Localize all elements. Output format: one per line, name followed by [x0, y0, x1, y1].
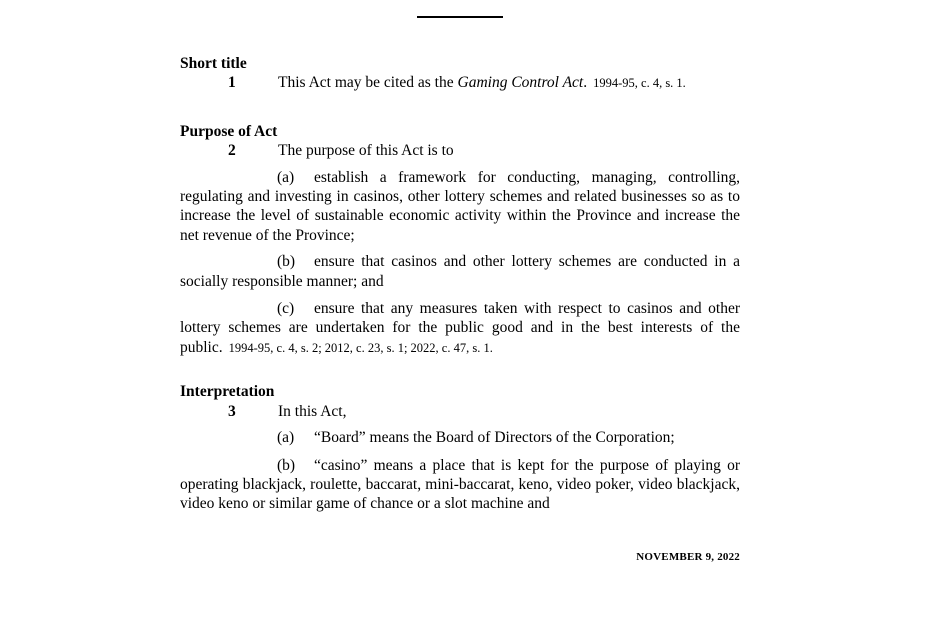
section-2-number: 2: [228, 142, 236, 160]
clause-2c-text: ensure that any measures taken with respect to casinos and other lottery schemes are undertaken for the public good and in the best interests of the public.: [180, 300, 740, 356]
clause-2b-text: ensure that casinos and other lottery schemes are conducted in a socially responsible manner; and: [180, 253, 740, 290]
clause-2b-label: (b): [277, 253, 296, 271]
clause-2c-label: (c): [277, 300, 295, 318]
clause-3b: [180, 456, 740, 514]
section-1-number: 1: [228, 74, 236, 92]
clause-3a-label: (a): [277, 429, 295, 447]
section-1-text-suffix: .: [583, 74, 588, 92]
section-1-text: This Act may be cited as the: [278, 74, 458, 92]
footer-date: NOVEMBER 9, 2022: [636, 551, 740, 563]
section-3-number: 3: [228, 402, 236, 420]
section-heading-short-title: Short title: [180, 55, 247, 72]
clause-2c: [180, 299, 740, 358]
clause-2a-label: (a): [277, 168, 295, 186]
section-divider-rule: [417, 16, 503, 18]
section-3-line: [180, 402, 740, 421]
section-2-text: The purpose of this Act is to: [278, 142, 454, 160]
section-2-citation: 1994-95, c. 4, s. 2; 2012, c. 23, s. 1; 2022, c. 47, s. 1.: [228, 340, 493, 355]
clause-3b-text: “casino” means a place that is kept for the purpose of playing or operating blackjack, roulette, baccarat, mini-baccarat, keno, video poker, video blackjack, video keno or similar game of chance or a slot machine and: [180, 456, 740, 513]
clause-2a: [180, 168, 740, 246]
clause-2b: [180, 252, 740, 291]
clause-2a-text: establish a framework for conducting, managing, controlling, regulating and investing in casinos, other lottery schemes and related businesses so as to increase the level of sustainable economic activity within the Province and increase the net revenue of the Province;: [180, 168, 740, 244]
section-2-line: [180, 141, 740, 160]
section-3-text: In this Act,: [278, 402, 347, 420]
act-title-italic: Gaming Control Act: [457, 74, 584, 92]
section-heading-purpose-of-act: Purpose of Act: [180, 122, 278, 140]
section-1-citation: 1994-95, c. 4, s. 1.: [593, 76, 686, 91]
clause-3b-label: (b): [277, 456, 296, 474]
document-body: [180, 0, 740, 514]
section-1-line: [180, 73, 740, 93]
clause-3a: [180, 428, 740, 447]
clause-3a-text: “Board” means the Board of Directors of the Corporation;: [314, 429, 675, 447]
section-heading-interpretation: Interpretation: [180, 383, 275, 401]
